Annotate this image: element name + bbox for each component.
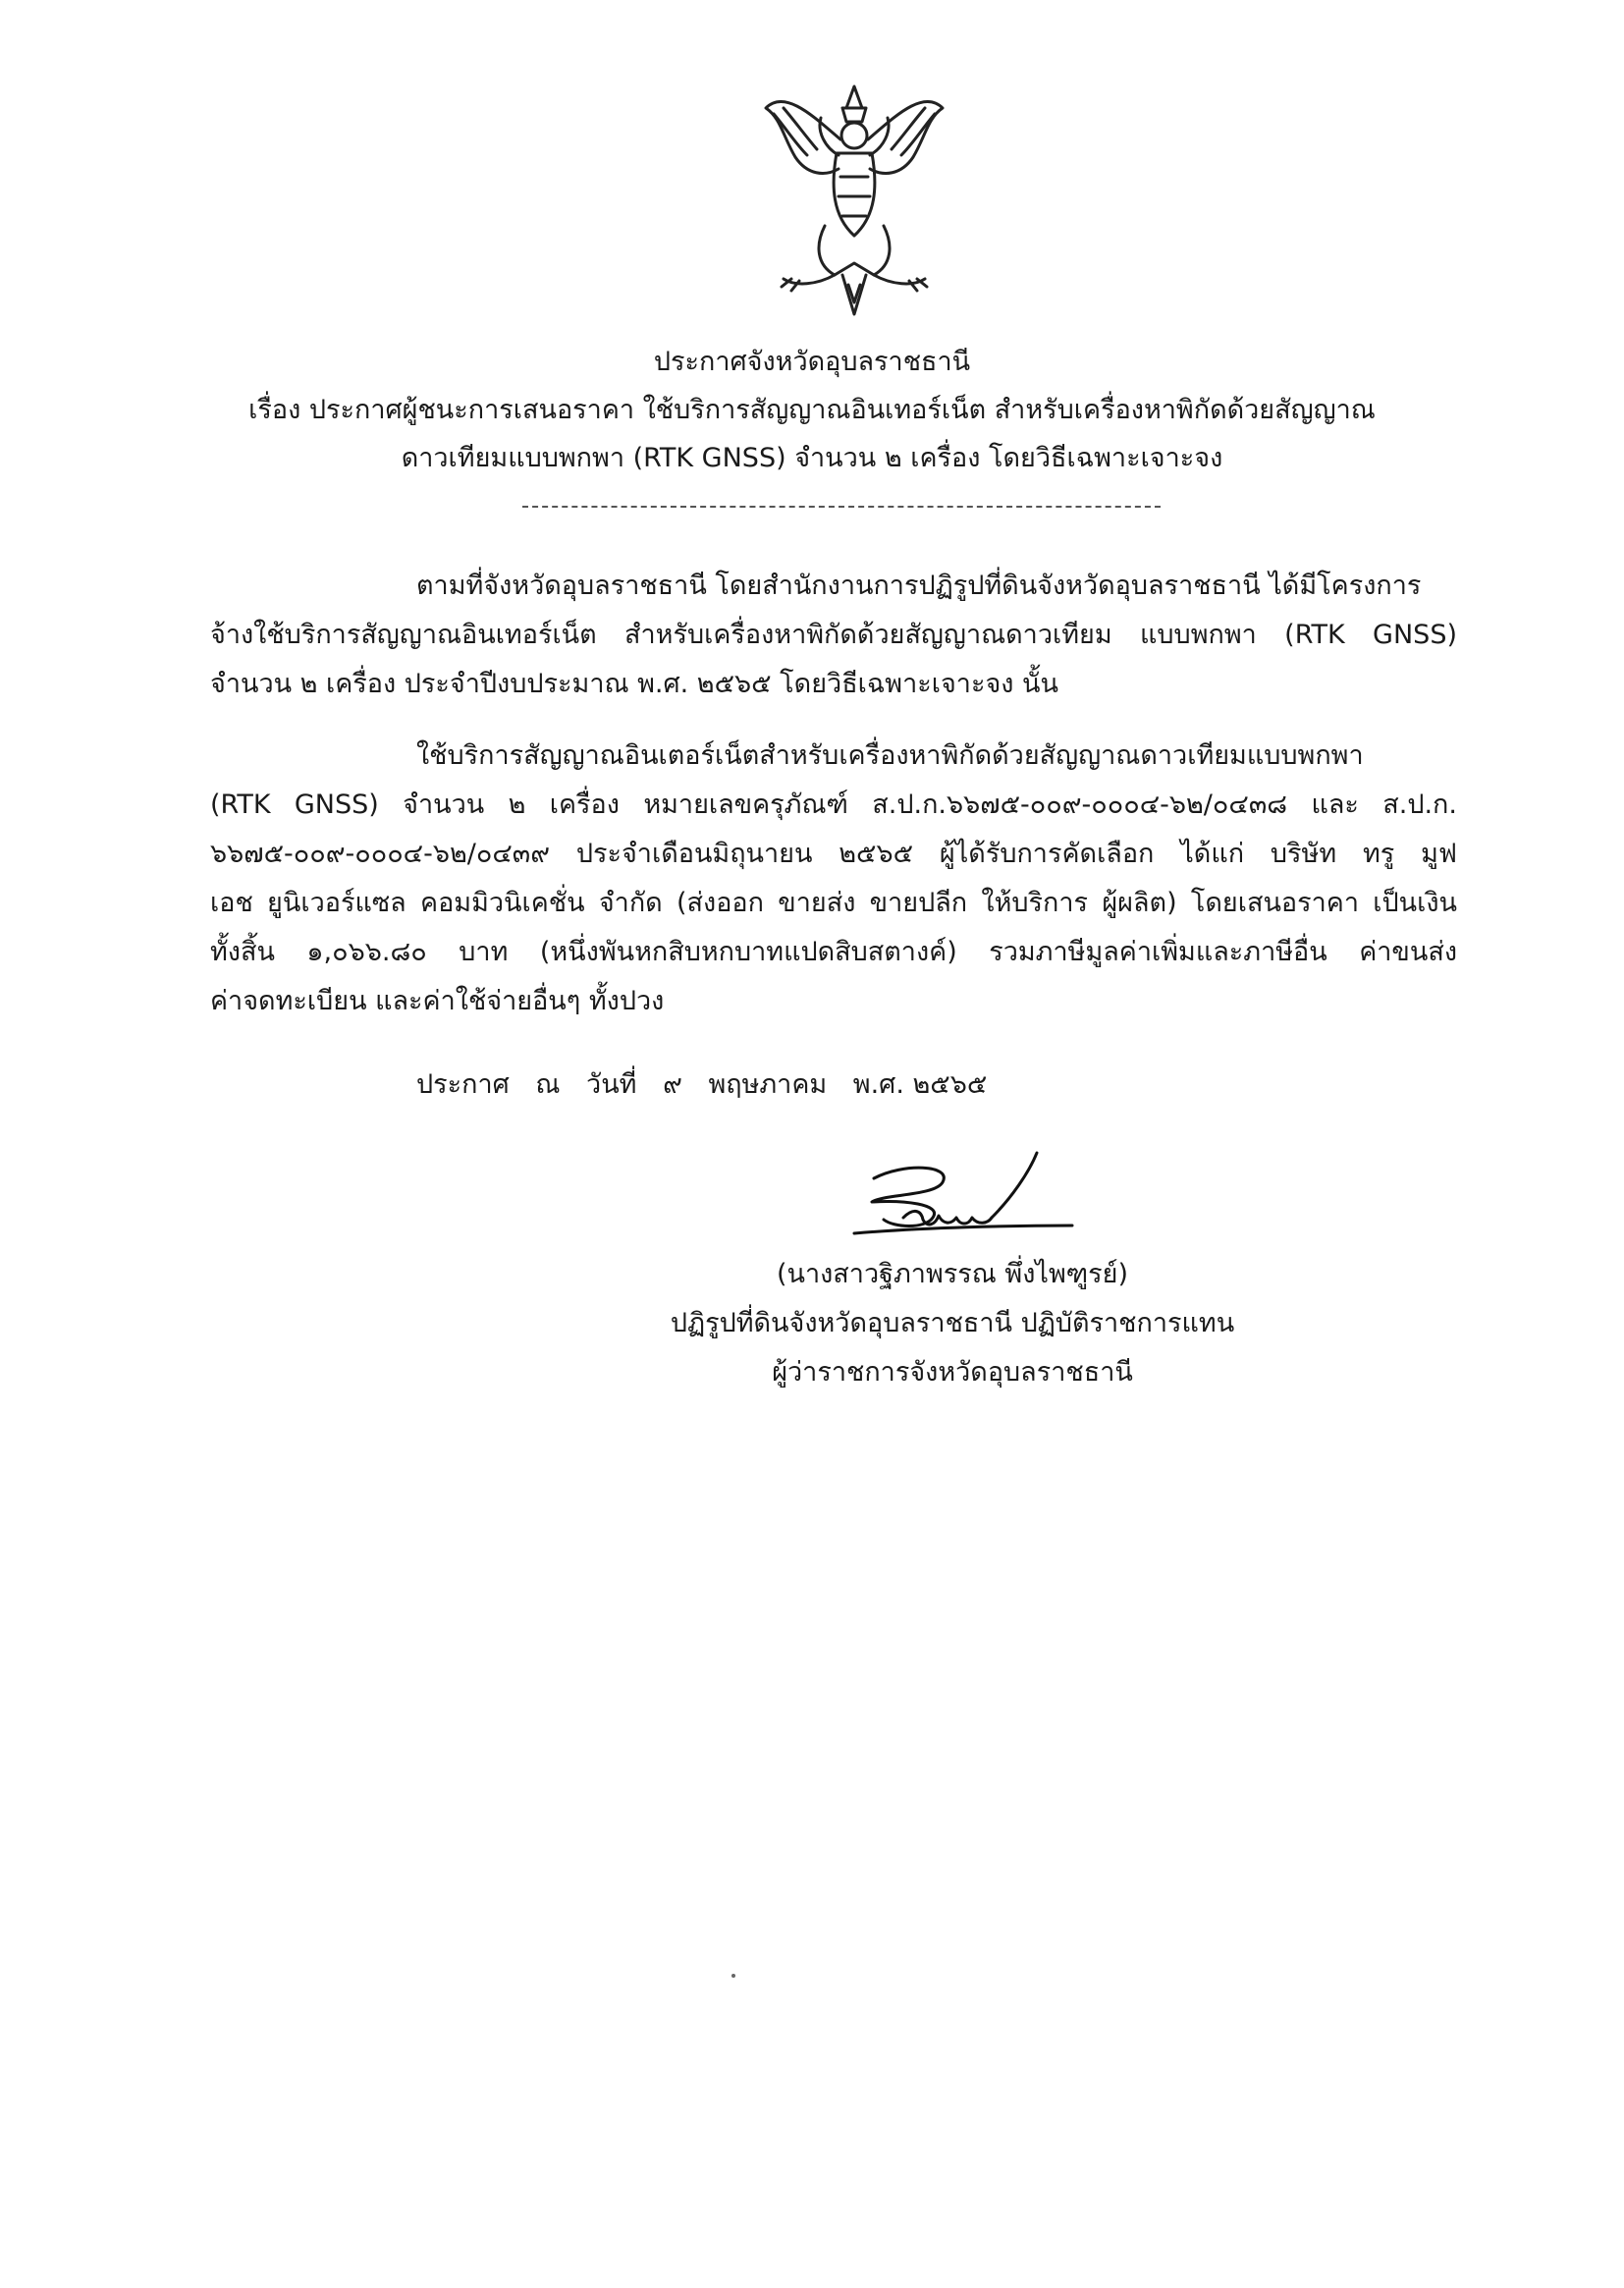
subject-line-1: เรื่อง ประกาศผู้ชนะการเสนอราคา ใช้บริการสัญญาณอินเทอร์เน็ต สำหรับเครื่องหาพิกัดด้วยสัญญาณ: [248, 395, 1376, 425]
paragraph-1: [210, 562, 1457, 709]
date-label: ประกาศ: [416, 1069, 510, 1100]
subject-line-2: ดาวเทียมแบบพกพา (RTK GNSS) จำนวน ๒ เครื่อง โดยวิธีเฉพาะเจาะจง: [401, 443, 1223, 473]
paragraph-2-line: ทั้งสิ้น ๑,๐๖๖.๘๐ บาท (หนึ่งพันหกสิบหกบาทแปดสิบสตางค์) รวมภาษีมูลค่าเพิ่มและภาษีอื่น ค่าขนส่ง: [210, 937, 1457, 967]
handwritten-signature: [844, 1149, 1080, 1267]
paragraph-1-line: ตามที่จังหวัดอุบลราชธานี โดยสำนักงานการปฏิรูปที่ดินจังหวัดอุบลราชธานี ได้มีโครงการ: [416, 571, 1422, 601]
paragraph-1-line: จ้างใช้บริการสัญญาณอินเทอร์เน็ต สำหรับเครื่องหาพิกัดด้วยสัญญาณดาวเทียม แบบพกพา (RTK GNSS): [210, 620, 1457, 650]
signatory-name: (นางสาวฐิภาพรรณ พึ่งไพฑูรย์): [776, 1259, 1129, 1289]
date-year: พ.ศ. ๒๕๖๕: [852, 1069, 988, 1100]
scan-speck: [731, 1974, 735, 1978]
paragraph-2-line: ใช้บริการสัญญาณอินเตอร์เน็ตสำหรับเครื่องหาพิกัดด้วยสัญญาณดาวเทียมแบบพกพา: [416, 740, 1364, 771]
signatory-position-2: ผู้ว่าราชการจังหวัดอุบลราชธานี: [772, 1357, 1133, 1388]
date-day-label: วันที่: [586, 1069, 637, 1100]
announcement-date: [416, 1061, 1004, 1110]
paragraph-1-line: จำนวน ๒ เครื่อง ประจำปีงบประมาณ พ.ศ. ๒๕๖๕ โดยวิธีเฉพาะเจาะจง นั้น: [210, 669, 1058, 699]
paragraph-2-line: เอช ยูนิเวอร์แซล คอมมิวนิเคชั่น จำกัด (ส่งออก ขายส่ง ขายปลีก ให้บริการ ผู้ผลิต) โดยเสนอราคา เป็นเงิน: [210, 888, 1457, 918]
paragraph-2-line: ค่าจดทะเบียน และค่าใช้จ่ายอื่นๆ ทั้งปวง: [210, 986, 665, 1016]
date-day: ๙: [663, 1069, 682, 1100]
date-at: ณ: [535, 1069, 561, 1100]
signatory-position-1: ปฏิรูปที่ดินจังหวัดอุบลราชธานี ปฏิบัติราชการแทน: [670, 1308, 1235, 1338]
paragraph-2-line: (RTK GNSS) จำนวน ๒ เครื่อง หมายเลขครุภัณฑ์ ส.ป.ก.๖๖๗๕-๐๐๙-๐๐๐๔-๖๒/๐๔๓๘ และ ส.ป.ก.: [210, 790, 1457, 820]
date-month: พฤษภาคม: [708, 1069, 828, 1100]
announcement-title: ประกาศจังหวัดอุบลราชธานี: [653, 347, 971, 377]
garuda-emblem-icon: [756, 79, 952, 324]
signatory-block: [648, 1250, 1257, 1397]
paragraph-2-line: ๖๖๗๕-๐๐๙-๐๐๐๔-๖๒/๐๔๓๙ ประจำเดือนมิถุนายน ๒๕๖๕ ผู้ได้รับการคัดเลือก ได้แก่ บริษัท ทรู มูฟ: [210, 839, 1457, 869]
dashed-divider: [522, 506, 1161, 508]
paragraph-2: [210, 732, 1457, 1026]
